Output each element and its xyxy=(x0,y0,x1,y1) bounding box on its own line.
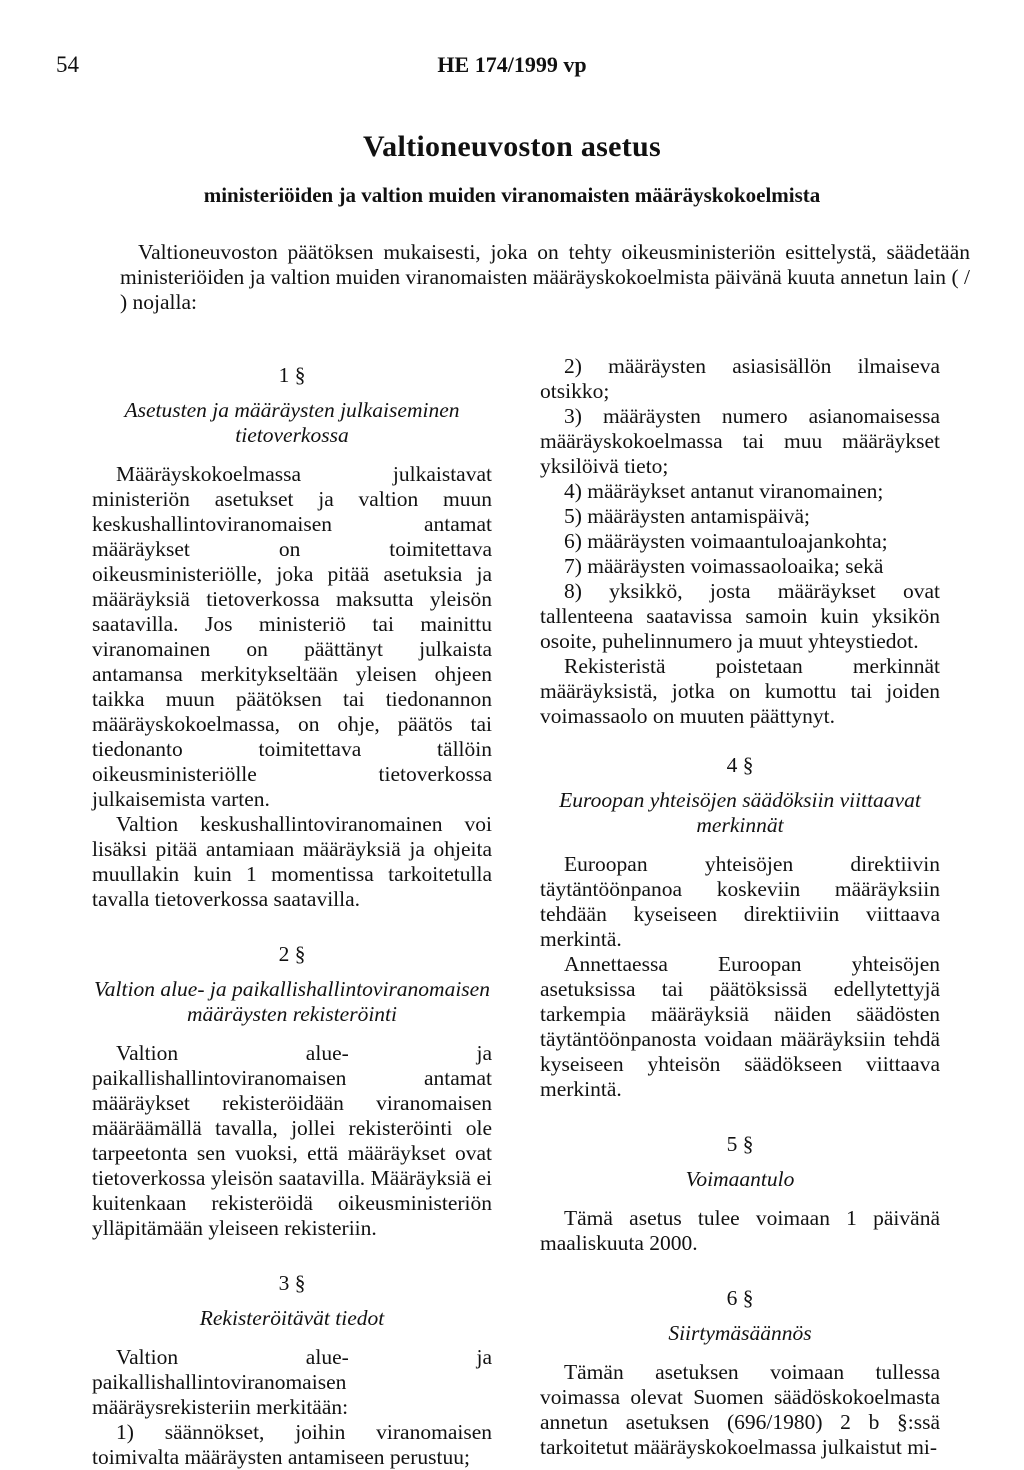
section-3-item-7: 7) määräysten voimassaoloaika; sekä xyxy=(564,554,884,578)
section-3-paragraph-2: Rekisteristä poistetaan merkinnät määräyksistä, jotka on kumottu tai joiden voimassaolo on muuten päättynyt. xyxy=(540,654,940,728)
section-1-paragraph-1: Määräyskokoelmassa julkaistavat ministeriön asetukset ja valtion muun keskushallintoviranomaisen antamat määräykset on toimitettava oikeusministeriölle, joka pitää asetuksia ja määräyksiä tietoverkossa maksutta yleisön saatavilla. Jos ministeriö tai mainittu viranomainen on päättänyt julkaista antamansa merkitykseltään yleisen ohjeen taikka muun päätöksen tai tiedonannon määräyskokoelmassa, on ohje, päätös tai tiedonanto toimitettava tällöin oikeusministeriölle tietoverkossa julkaisemista varten. xyxy=(92,462,492,811)
section-2-title: Valtion alue- ja paikallishallintoviranomaisen määräysten rekisteröinti xyxy=(94,977,490,1026)
section-5-title: Voimaantulo xyxy=(685,1167,795,1191)
section-3-item-3: 3) määräysten numero asianomaisessa määräyskokoelmassa tai muu määräykset yksilöivä tieto; xyxy=(540,404,940,478)
page-number: 54 xyxy=(56,52,79,77)
section-5-paragraph-1: Tämä asetus tulee voimaan 1 päivänä maaliskuuta 2000. xyxy=(540,1206,940,1255)
document-subtitle: ministeriöiden ja valtion muiden viranomaisten määräyskokoelmista xyxy=(203,183,821,207)
section-3-item-4: 4) määräykset antanut viranomainen; xyxy=(564,479,884,503)
section-3-number: 3 § xyxy=(278,1271,306,1295)
section-6-title: Siirtymäsäännös xyxy=(668,1321,812,1345)
section-3-item-5: 5) määräysten antamispäivä; xyxy=(564,504,810,528)
section-2-number: 2 § xyxy=(278,942,306,966)
section-3-item-6: 6) määräysten voimaantuloajankohta; xyxy=(564,529,888,553)
document-title: Valtioneuvoston asetus xyxy=(362,130,662,163)
section-1-number: 1 § xyxy=(278,363,306,387)
preamble-paragraph: Valtioneuvoston päätöksen mukaisesti, joka on tehty oikeusministeriön esittelystä, säädetään ministeriöiden ja valtion muiden viranomaisten määräyskokoelmista päivänä kuuta annetun lain ( / ) nojalla: xyxy=(120,240,970,314)
section-4-number: 4 § xyxy=(726,753,754,777)
section-3-title: Rekisteröitävät tiedot xyxy=(199,1306,385,1330)
running-head: HE 174/1999 vp xyxy=(437,52,587,77)
section-3-paragraph-1: Valtion alue- ja paikallishallintoviranomaisen määräysrekisteriin merkitään: xyxy=(92,1345,492,1419)
right-column xyxy=(540,354,940,1460)
section-1-paragraph-2: Valtion keskushallintoviranomainen voi lisäksi pitää antamiaan määräyksiä ja ohjeita muullakin kuin 1 momentissa tarkoitetulla tavalla tietoverkossa saatavilla. xyxy=(92,812,492,911)
section-3-item-1: 1) säännökset, joihin viranomaisen toimivalta määräysten antamiseen perustuu; xyxy=(92,1420,492,1469)
section-2-paragraph-1: Valtion alue- ja paikallishallintoviranomaisen antamat määräykset rekisteröidään viranomaisen määräämällä tavalla, jollei rekisteröinti ole tarpeetonta sen vuoksi, että määräykset ovat tietoverkossa yleisön saatavilla. Määräyksiä ei kuitenkaan rekisteröidä oikeusministeriön ylläpitämään yleiseen rekisteriin. xyxy=(92,1041,492,1240)
section-1-title: Asetusten ja määräysten julkaiseminen tietoverkossa xyxy=(124,398,460,447)
section-6-paragraph-1: Tämän asetuksen voimaan tullessa voimassa olevat Suomen säädöskokoelmasta annetun asetuksen (696/1980) 2 b §:ssä tarkoitetut määräyskokoelmassa julkaistut mi- xyxy=(540,1360,940,1459)
section-4-title: Euroopan yhteisöjen säädöksiin viittaavat merkinnät xyxy=(559,788,921,837)
left-column xyxy=(92,355,492,1470)
section-3-item-8: 8) yksikkö, josta määräykset ovat tallenteena saatavissa samoin kuin yksikön osoite, puhelinnumero ja muut yhteystiedot. xyxy=(540,579,940,653)
section-6-number: 6 § xyxy=(726,1286,754,1310)
section-4-paragraph-1: Euroopan yhteisöjen direktiivin täytäntöönpanoa koskeviin määräyksiin tehdään kyseiseen direktiiviin viittaava merkintä. xyxy=(540,852,940,951)
section-3-item-2: 2) määräysten asiasisällön ilmaiseva otsikko; xyxy=(540,354,940,403)
section-5-number: 5 § xyxy=(726,1132,754,1156)
section-4-paragraph-2: Annettaessa Euroopan yhteisöjen asetuksissa tai päätöksissä edellytettyjä tarkempia määräyksiä näiden säädösten täytäntöönpanosta voidaan määräyksiin tehdä kyseiseen yhteisön säädökseen viittaava merkintä. xyxy=(540,952,940,1101)
